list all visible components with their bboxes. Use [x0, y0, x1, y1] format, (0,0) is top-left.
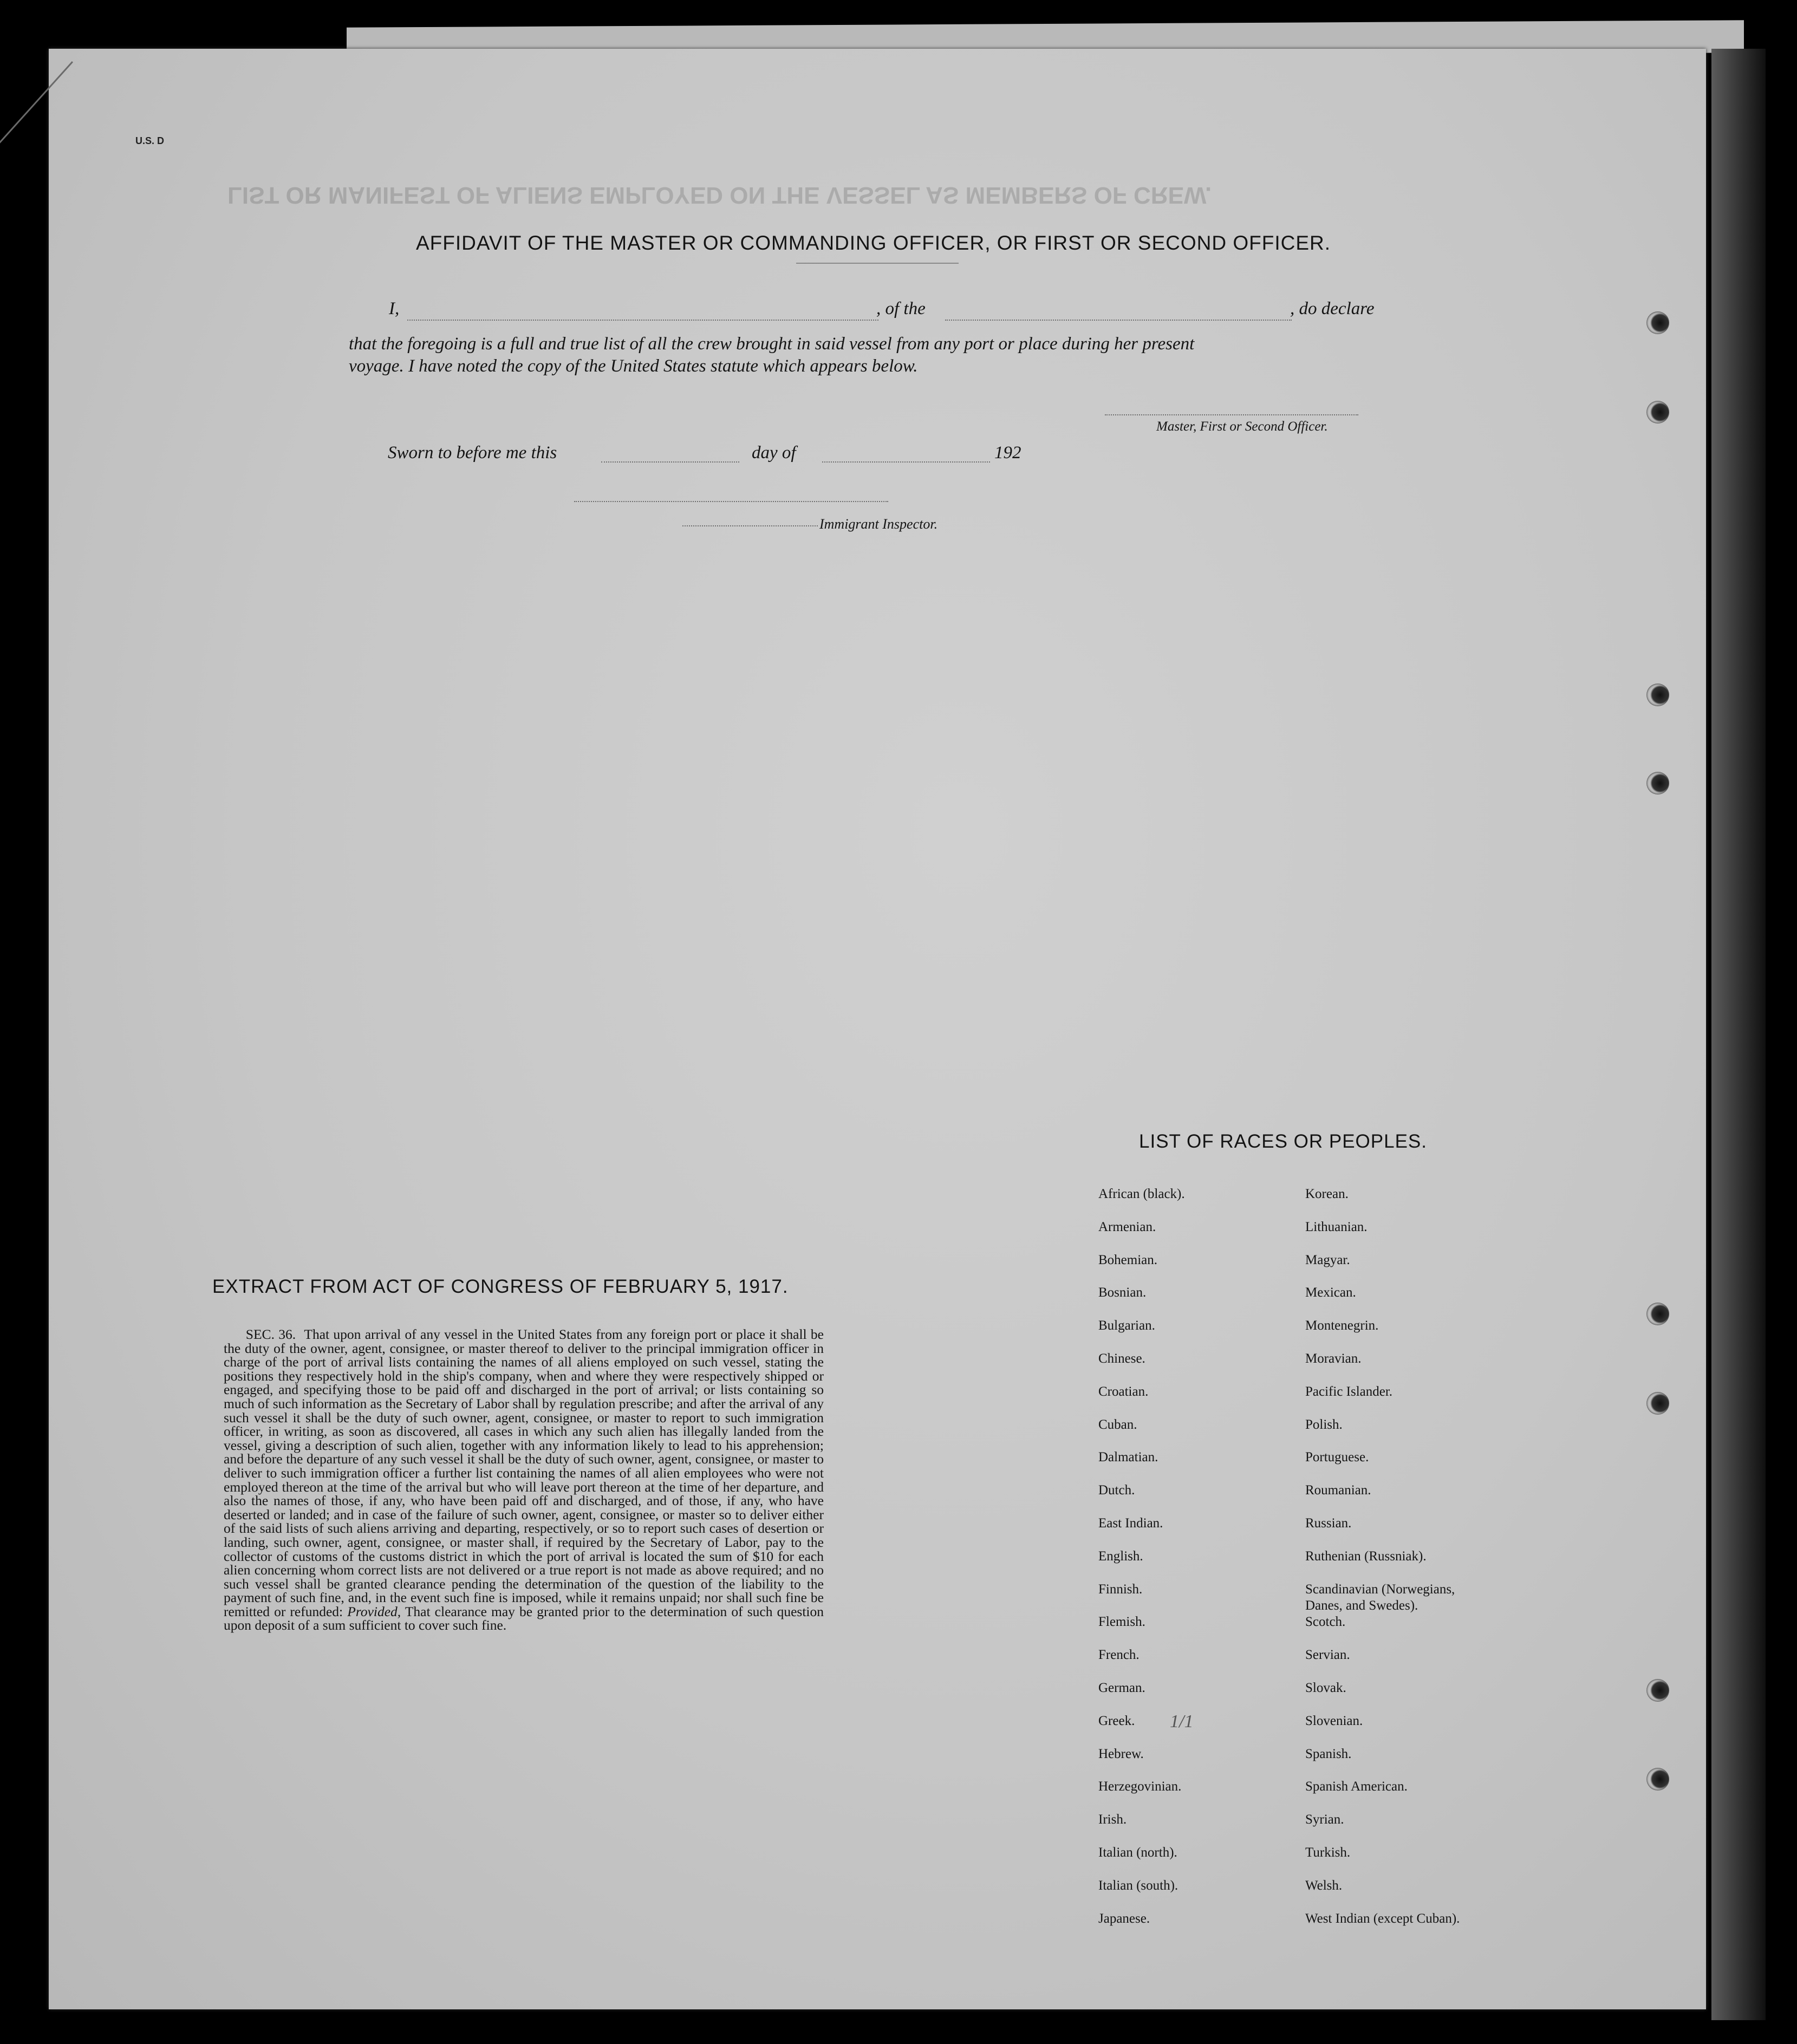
- affidavit-title: AFFIDAVIT OF THE MASTER OR COMMANDING OFFICER, OR FIRST OR SECOND OFFICER.: [416, 232, 1331, 254]
- punch-hole: [1646, 311, 1669, 334]
- sworn-year: 192: [994, 443, 1021, 463]
- race-item: Ruthenian (Russniak).: [1305, 1548, 1427, 1564]
- race-item: Flemish.: [1098, 1615, 1145, 1630]
- race-item: Dutch.: [1098, 1483, 1135, 1498]
- race-item: Hebrew.: [1098, 1746, 1144, 1761]
- race-item: Dalmatian.: [1098, 1450, 1158, 1465]
- race-item: Japanese.: [1098, 1911, 1150, 1926]
- section-body: That upon arrival of any vessel in the United States from any foreign port or place it shall be the duty of the owner, agent, consignee, or master thereof to deliver to the principal immigration officer in charge of the port of arrival lists containing the names of all aliens employed on such vessel, stating the positions they respectively hold in the ship's company, when and where they were respectively shipped or engaged, and specifying those to be paid off and discharged in the port of arrival; or lists containing so much of such information as the Secretary of Labor shall by regulation prescribe; and after the arrival of any such vessel it shall be the duty of such owner, agent, consignee, or master to report to such immigration officer, in writing, as soon as discovered, all cases in which any such alien has illegally landed from the vessel, giving a description of such alien, together with any information likely to lead to his apprehension; and before the departure of any such vessel it shall be the duty of such owner, agent, consignee, or master to deliver to such immigration officer a further list containing the names of all alien employees who were not employed thereon at the time of the arrival but who will leave port thereon at the time of her departure, and also the names of those, if any, who have been paid off and discharged, and of those, if any, who have deserted or landed; and in case of the failure of such owner, agent, consignee, or master so to deliver either of the said lists of such aliens arriving and departing, respectively, or so to report such cases of desertion or landing, such owner, agent, consignee, or master shall, if required by the Secretary of Labor, pay to the collector of customs of the customs district in which the port of arrival is located the sum of $10 for each alien concerning whom correct lists are not delivered or a true report is not made as above required; and no such vessel shall be granted clearance pending the determination of the question of the liability to the payment of such fine, and, in the event such fine is imposed, while it remains unpaid; nor shall such fine be remitted or refunded:: [224, 1326, 824, 1619]
- section-label: SEC. 36.: [245, 1326, 296, 1342]
- race-item: West Indian (except Cuban).: [1305, 1911, 1460, 1926]
- race-item: Russian.: [1305, 1516, 1352, 1531]
- race-item: Chinese.: [1098, 1351, 1145, 1366]
- punch-hole: [1646, 1679, 1669, 1702]
- race-item: East Indian.: [1098, 1516, 1163, 1531]
- sworn-prefix: Sworn to before me this: [388, 443, 557, 463]
- race-item: Magyar.: [1305, 1252, 1350, 1267]
- punch-hole: [1646, 401, 1669, 424]
- race-item: Servian.: [1305, 1648, 1350, 1663]
- handwritten-note: 1/1: [1170, 1711, 1194, 1731]
- master-signature-label: Master, First or Second Officer.: [1156, 419, 1328, 434]
- affidavit-declarant-prefix: I,: [389, 299, 400, 318]
- punch-hole: [1646, 1768, 1669, 1791]
- vessel-name-field[interactable]: [945, 320, 1292, 321]
- race-item: Scotch.: [1305, 1615, 1346, 1630]
- race-item: Turkish.: [1305, 1845, 1351, 1860]
- proviso-label: Provided,: [347, 1603, 401, 1619]
- race-item: African (black).: [1098, 1187, 1185, 1201]
- punch-hole: [1646, 1303, 1669, 1325]
- race-item: Spanish American.: [1305, 1779, 1408, 1794]
- race-item: Bohemian.: [1098, 1252, 1158, 1267]
- punch-hole: [1646, 772, 1669, 795]
- race-item: Slovak.: [1305, 1681, 1346, 1695]
- inspector-signature-dots: [682, 525, 818, 526]
- inspector-signature-field[interactable]: [574, 501, 888, 502]
- race-item: Syrian.: [1305, 1812, 1344, 1827]
- race-item: German.: [1098, 1681, 1145, 1695]
- sworn-day-of: day of: [752, 443, 796, 463]
- race-item: Bosnian.: [1098, 1285, 1147, 1300]
- race-item: Irish.: [1098, 1812, 1127, 1827]
- sworn-day-field[interactable]: [601, 461, 739, 463]
- punch-hole: [1646, 1392, 1669, 1415]
- race-item: Montenegrin.: [1305, 1318, 1379, 1333]
- race-item: Scandinavian (Norwegians, Danes, and Swedes).: [1305, 1581, 1455, 1613]
- race-item: Portuguese.: [1305, 1450, 1369, 1465]
- race-item: Italian (north).: [1098, 1845, 1177, 1860]
- extract-title: EXTRACT FROM ACT OF CONGRESS OF FEBRUARY 5, 1917.: [212, 1276, 789, 1297]
- bleed-through-header: LIST OR MANIFEST OF ALIENS EMPLOYED ON THE VESSEL AS MEMBERS OF CREW.: [227, 182, 1212, 209]
- corner-stamp: U.S. D: [135, 135, 165, 146]
- race-item: Herzegovinian.: [1098, 1779, 1182, 1794]
- sworn-month-field[interactable]: [822, 461, 990, 463]
- declarant-name-field[interactable]: [407, 320, 878, 321]
- race-item: Slovenian.: [1305, 1713, 1363, 1728]
- race-item: Italian (south).: [1098, 1878, 1179, 1893]
- race-item: Bulgarian.: [1098, 1318, 1155, 1333]
- race-item: English.: [1098, 1548, 1143, 1564]
- proviso-text: That clearance may be granted prior to the determination of such question upon deposit of a sum sufficient to cover such fine.: [224, 1603, 824, 1633]
- binder-shadow: [1711, 49, 1766, 2020]
- title-divider: [796, 263, 959, 264]
- race-item: Polish.: [1305, 1417, 1343, 1432]
- race-item: Cuban.: [1098, 1417, 1137, 1432]
- race-item: Mexican.: [1305, 1285, 1356, 1300]
- master-signature-field[interactable]: [1105, 414, 1358, 415]
- race-item: Spanish.: [1305, 1746, 1352, 1761]
- punch-hole: [1646, 683, 1669, 706]
- races-list-title: LIST OF RACES OR PEOPLES.: [1139, 1131, 1428, 1152]
- race-item: Lithuanian.: [1305, 1219, 1368, 1234]
- affidavit-vessel-prefix: , of the: [876, 299, 926, 318]
- affidavit-statement-line: that the foregoing is a full and true list of all the crew brought in said vessel from any port or place during her present: [349, 334, 1195, 354]
- act-section-text: [224, 1327, 824, 1632]
- race-item: Korean.: [1305, 1187, 1349, 1201]
- race-item: Moravian.: [1305, 1351, 1362, 1366]
- race-item: Roumanian.: [1305, 1483, 1371, 1498]
- race-item: French.: [1098, 1648, 1140, 1663]
- race-item: Pacific Islander.: [1305, 1384, 1393, 1399]
- race-item: Welsh.: [1305, 1878, 1343, 1893]
- race-item: Greek.: [1098, 1713, 1135, 1728]
- affidavit-statute-line: voyage. I have noted the copy of the United States statute which appears below.: [349, 356, 918, 376]
- race-item: Croatian.: [1098, 1384, 1149, 1399]
- inspector-label: Immigrant Inspector.: [819, 516, 938, 532]
- race-item: Armenian.: [1098, 1219, 1156, 1234]
- race-item: Finnish.: [1098, 1581, 1143, 1597]
- affidavit-declare-suffix: , do declare: [1290, 299, 1375, 318]
